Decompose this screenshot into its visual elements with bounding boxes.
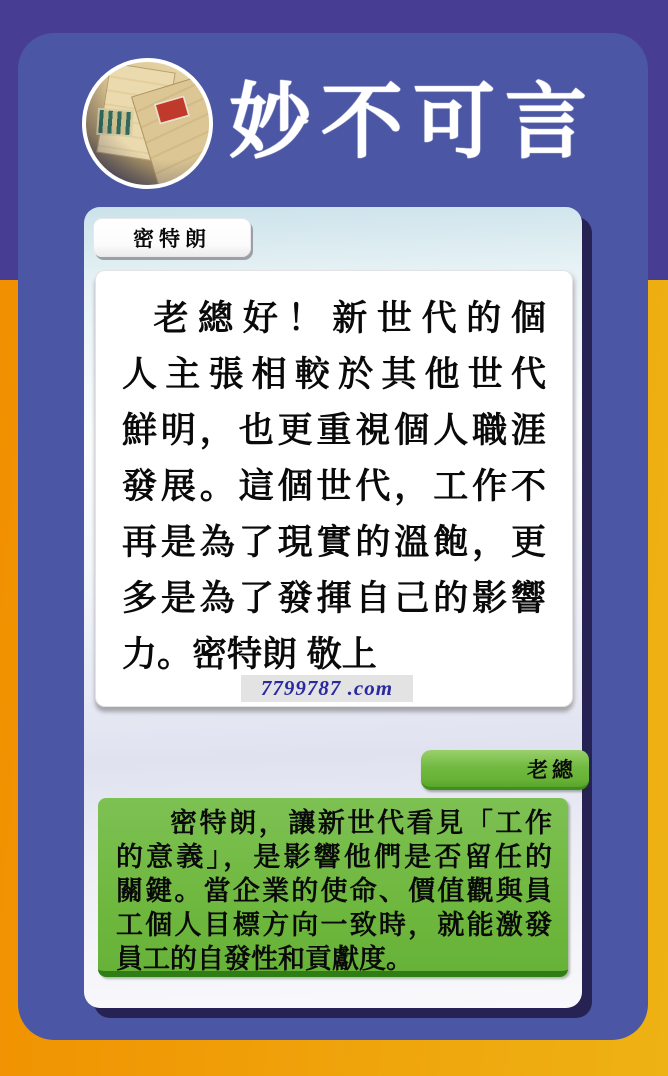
watermark: 7799787 .com	[241, 675, 413, 702]
reply-line: 密特朗，讓新世代看見「工作	[170, 808, 552, 838]
message-line: 力。密特朗 敬上	[122, 635, 377, 674]
avatar-shading	[86, 62, 209, 185]
reply-line: 關鍵。當企業的使命、價值觀與員	[116, 876, 552, 906]
reply-line: 的意義」，是影響他們是否留任的	[116, 842, 552, 872]
message-line: 再是為了現實的溫飽，更	[122, 523, 546, 562]
vintage-letters-avatar	[82, 58, 213, 189]
reply-line: 員工的自發性和貢獻度。	[116, 944, 413, 974]
sender-name-tab: 密特朗	[93, 218, 251, 257]
message-box	[95, 270, 573, 707]
reply-line: 工個人目標方向一致時，就能激發	[116, 910, 552, 940]
message-line: 老總好！新世代的個	[153, 299, 546, 338]
reply-name-tab: 老總	[421, 750, 589, 790]
message-line: 發展。這個世代，工作不	[122, 467, 546, 506]
page-title: 妙不可言	[229, 77, 598, 169]
reply-bubble	[98, 798, 568, 977]
main-card	[18, 33, 648, 1040]
message-line: 多是為了發揮自己的影響	[122, 579, 546, 618]
chat-panel	[84, 207, 582, 1008]
header	[82, 58, 597, 189]
message-text	[122, 291, 546, 683]
message-line: 人主張相較於其他世代	[122, 355, 546, 394]
message-line: 鮮明，也更重視個人職涯	[122, 411, 546, 450]
